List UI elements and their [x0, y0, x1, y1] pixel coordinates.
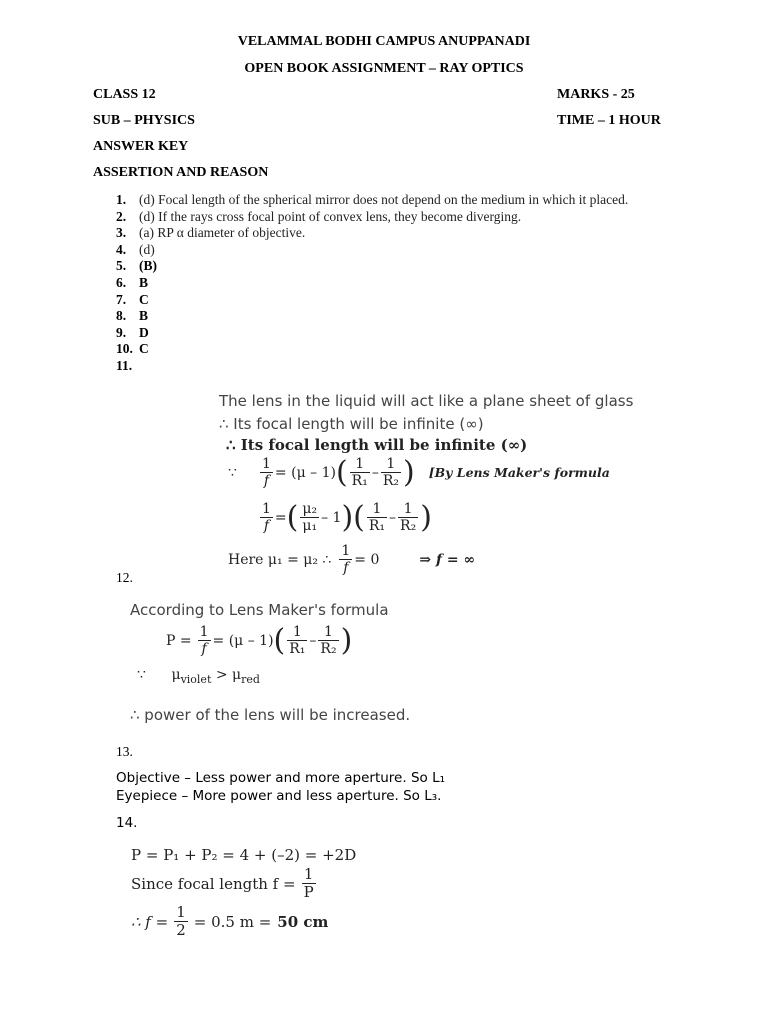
fraction: $\frac{1}{f}$ — [262, 500, 271, 534]
list-item: 10. C — [116, 341, 149, 357]
fraction: $\frac{1}{\text{R₁}}$ — [368, 500, 386, 534]
q11-line2: ∴ Its focal length will be infinite (∞) — [219, 415, 484, 433]
q14-line3: ∴ f = $\frac{1}{2}$ = 0.5 m = 50 cm — [131, 903, 329, 940]
q13-number: 13. — [116, 744, 133, 759]
q12-conclusion: ∴ power of the lens will be increased. — [130, 706, 411, 724]
list-item: 2. (d) If the rays cross focal point of convex lens, they become diverging. — [116, 208, 522, 224]
q11-line1: The lens in the liquid will act like a plane sheet of glass — [219, 392, 634, 410]
q12-number: 12. — [116, 570, 133, 585]
list-item: 8. B — [116, 308, 149, 324]
q13-line1: Objective – Less power and more aperture. So L₁ — [116, 770, 446, 786]
fraction: $\frac{1}{f}$ — [341, 543, 351, 577]
list-item: 11. — [116, 357, 133, 373]
q14-line2: Since focal length f = $\frac{1}{P}$ — [131, 865, 314, 902]
list-item: 5. (B) — [116, 258, 157, 274]
list-item: 4. (d) — [116, 241, 155, 257]
fraction: $\frac{1}{f}$ — [199, 623, 209, 657]
fraction: $\frac{1}{f}$ — [262, 455, 271, 489]
school-name: VELAMMAL BODHI CAMPUS ANUPPANADI — [237, 34, 531, 49]
class-label: CLASS 12 — [93, 87, 156, 102]
fraction: $\frac{1}{\text{R₂}}$ — [400, 500, 417, 534]
answer-key-heading: ANSWER KEY — [93, 139, 189, 154]
q11-formula2: $\frac{1}{f}$ = ( $\frac{\text{μ₂}}{\text{μ₁}}$ – 1 ) ( $\frac{1}{\text{R₁}}$ – $\frac{1}{\text{R₂}}$ ) — [262, 500, 432, 535]
lens-maker-note: [By Lens Maker's formula — [428, 465, 610, 480]
q12-line1: According to Lens Maker's formula — [130, 601, 389, 619]
list-item: 7. C — [116, 291, 149, 307]
fraction: $\frac{1}{P}$ — [303, 865, 314, 902]
fraction: $\frac{\text{μ₂}}{\text{μ₁}}$ — [302, 500, 318, 534]
section-heading: ASSERTION AND REASON — [93, 165, 269, 180]
q13-line2: Eyepiece – More power and less aperture. So L₃. — [116, 788, 442, 804]
subject-label: SUB – PHYSICS — [93, 113, 195, 128]
fraction: $\frac{1}{\text{R₂}}$ — [382, 455, 399, 489]
fraction: $\frac{1}{2}$ — [176, 903, 186, 940]
list-item: 3. (a) RP α diameter of objective. — [116, 225, 306, 241]
q14-number: 14. — [116, 815, 138, 831]
list-item: 9. D — [116, 324, 149, 340]
q12-formula: P = $\frac{1}{f}$ = (μ – 1) ( $\frac{1}{\text{R₁}}$ – $\frac{1}{\text{R₂}}$ ) — [166, 623, 353, 658]
assignment-title: OPEN BOOK ASSIGNMENT – RAY OPTICS — [244, 61, 524, 76]
q11-line3: ∴ Its focal length will be infinite (∞) — [226, 436, 528, 454]
q11-formula1: ∵ $\frac{1}{f}$ = (μ – 1) ( $\frac{1}{\text{R₁}}$ – $\frac{1}{\text{R₂}}$ ) [By Lens Maker's formula — [228, 455, 610, 490]
q11-formula3: Here μ₁ = μ₂ ∴ $\frac{1}{f}$ = 0 ⇒ f = ∞ — [228, 543, 476, 577]
fraction: $\frac{1}{\text{R₁}}$ — [289, 623, 306, 657]
marks-label: MARKS - 25 — [557, 87, 635, 102]
answer-list — [116, 192, 628, 375]
q12-mu-comparison: ∵ $\mu_{violet} > \mu_{red}$ — [137, 667, 260, 686]
q14-line1: P = P₁ + P₂ = 4 + (–2) = +2D — [131, 846, 357, 864]
time-label: TIME – 1 HOUR — [557, 113, 661, 128]
fraction: $\frac{1}{\text{R₂}}$ — [320, 623, 337, 657]
fraction: $\frac{1}{\text{R₁}}$ — [351, 455, 368, 489]
list-item: 6. B — [116, 274, 149, 290]
list-item: 1. (d) Focal length of the spherical mirror does not depend on the medium in which it placed. — [116, 192, 629, 207]
